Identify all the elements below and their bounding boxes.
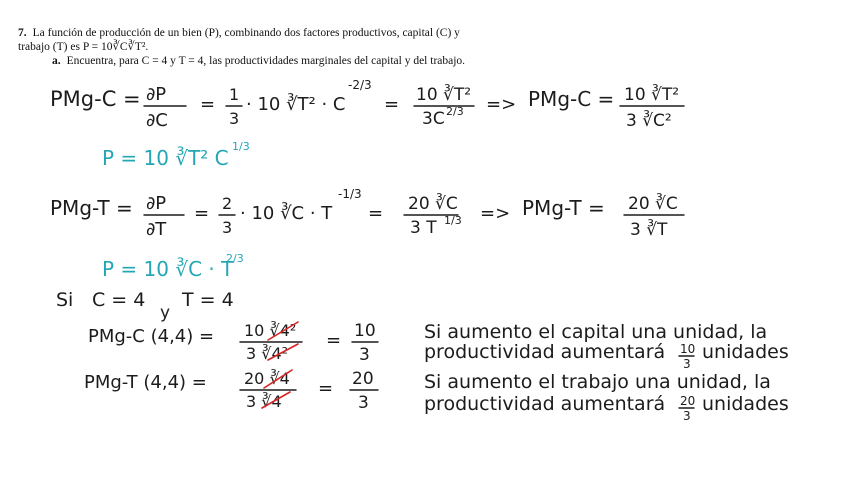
eval-t-interpretation-3: unidades bbox=[702, 393, 789, 415]
pmgc-result-num: 10 ∛T² bbox=[416, 85, 472, 105]
given-t: T = 4 bbox=[182, 289, 234, 311]
pmgt-final-den: 3 ∛T bbox=[630, 220, 668, 240]
pmgc-evaluation bbox=[88, 321, 789, 371]
pmgc-coef-num: 1 bbox=[229, 85, 240, 104]
pmgt-coef-num: 2 bbox=[222, 194, 233, 213]
eval-t-res-den: 3 bbox=[358, 393, 369, 413]
eval-t-interpretation-1: Si aumento el trabajo una unidad, la bbox=[424, 371, 771, 393]
pmgc-dc: ∂C bbox=[146, 110, 168, 131]
problem-number: 7. bbox=[18, 27, 27, 39]
eval-t-frac-num: 20 bbox=[680, 394, 696, 408]
pmgc-term: · 10 ∛T² · C bbox=[246, 94, 346, 115]
eval-t-lhs: PMg-T (4,4) = bbox=[84, 372, 207, 393]
p-note-1: P = 10 ∛T² C bbox=[102, 146, 229, 170]
eval-t-num: 20 ∛4 bbox=[244, 369, 290, 388]
eval-c-frac-den: 3 bbox=[683, 357, 691, 371]
problem-part-a: a. Encuentra, para C = 4 y T = 4, las productividades marginales del capital y del trabajo. bbox=[52, 55, 466, 67]
equals-sign: = bbox=[326, 330, 342, 351]
p-note-2: P = 10 ∛C · T bbox=[102, 257, 234, 281]
eval-t-res-num: 20 bbox=[352, 369, 374, 389]
pmgc-derivation bbox=[50, 78, 684, 131]
eval-c-res-num: 10 bbox=[354, 321, 376, 341]
pmgt-lhs-final: PMg-T = bbox=[522, 196, 605, 220]
problem-line-2: trabajo (T) es P = 10∛C∛T². bbox=[18, 41, 149, 53]
pmgt-coef-den: 3 bbox=[222, 218, 233, 237]
pmgc-dp: ∂P bbox=[146, 84, 167, 105]
eval-c-res-den: 3 bbox=[359, 345, 370, 365]
equals-sign: = bbox=[368, 203, 384, 224]
problem-line-1: 7. La función de producción de un bien (P), combinando dos factores productivos, capital (C) y bbox=[18, 27, 460, 39]
pmgt-result-den-exp: 1/3 bbox=[444, 214, 462, 227]
implies-arrow: => bbox=[480, 203, 511, 224]
p-note-1-exponent: 1/3 bbox=[232, 140, 250, 153]
pmgc-lhs-final: PMg-C = bbox=[528, 87, 615, 111]
pmgc-lhs: PMg-C = bbox=[50, 87, 141, 111]
eval-t-frac-den: 3 bbox=[683, 409, 691, 423]
pmgt-result-den: 3 T bbox=[410, 218, 437, 238]
pmgt-derivation bbox=[50, 187, 684, 240]
pmgc-coef-den: 3 bbox=[229, 109, 240, 128]
pmgt-exponent: -1/3 bbox=[338, 187, 362, 201]
equals-sign: = bbox=[384, 94, 400, 115]
pmgt-dp: ∂P bbox=[146, 193, 167, 214]
eval-c-frac-num: 10 bbox=[680, 342, 696, 356]
pmgc-result-den: 3C bbox=[422, 109, 445, 129]
given-c: C = 4 bbox=[92, 289, 146, 311]
eval-c-interpretation-1: Si aumento el capital una unidad, la bbox=[424, 321, 768, 343]
implies-arrow: => bbox=[486, 94, 517, 115]
eval-c-lhs: PMg-C (4,4) = bbox=[88, 326, 215, 347]
eval-t-den: 3 ∛4 bbox=[246, 392, 282, 411]
pmgc-final-num: 10 ∛T² bbox=[624, 85, 680, 105]
p-note-2-exponent: 2/3 bbox=[226, 252, 244, 265]
eval-t-interpretation-2: productividad aumentará bbox=[424, 393, 666, 415]
given-y: y bbox=[160, 303, 171, 323]
equals-sign: = bbox=[200, 94, 216, 115]
pmgc-exponent: -2/3 bbox=[348, 78, 372, 92]
equals-sign: = bbox=[194, 203, 210, 224]
pmgc-result-den-exp: 2/3 bbox=[446, 105, 464, 118]
eval-c-den: 3 ∛4² bbox=[246, 344, 289, 363]
pmgc-final-den: 3 ∛C² bbox=[626, 111, 672, 131]
given-si: Si bbox=[56, 289, 74, 311]
eval-c-interpretation-3: unidades bbox=[702, 341, 789, 363]
pmgt-result-num: 20 ∛C bbox=[408, 194, 458, 214]
given-values bbox=[56, 289, 234, 323]
pmgt-term: · 10 ∛C · T bbox=[240, 203, 333, 224]
eval-c-interpretation-2: productividad aumentará bbox=[424, 341, 666, 363]
pmgt-final-num: 20 ∛C bbox=[628, 194, 678, 214]
equals-sign: = bbox=[318, 378, 334, 399]
pmgt-dt: ∂T bbox=[146, 219, 167, 240]
pmgt-evaluation bbox=[84, 369, 789, 423]
production-function-note-2 bbox=[102, 252, 244, 281]
eval-c-num: 10 ∛4² bbox=[244, 321, 297, 340]
pmgt-lhs: PMg-T = bbox=[50, 196, 133, 220]
production-function-note-1 bbox=[102, 140, 250, 170]
